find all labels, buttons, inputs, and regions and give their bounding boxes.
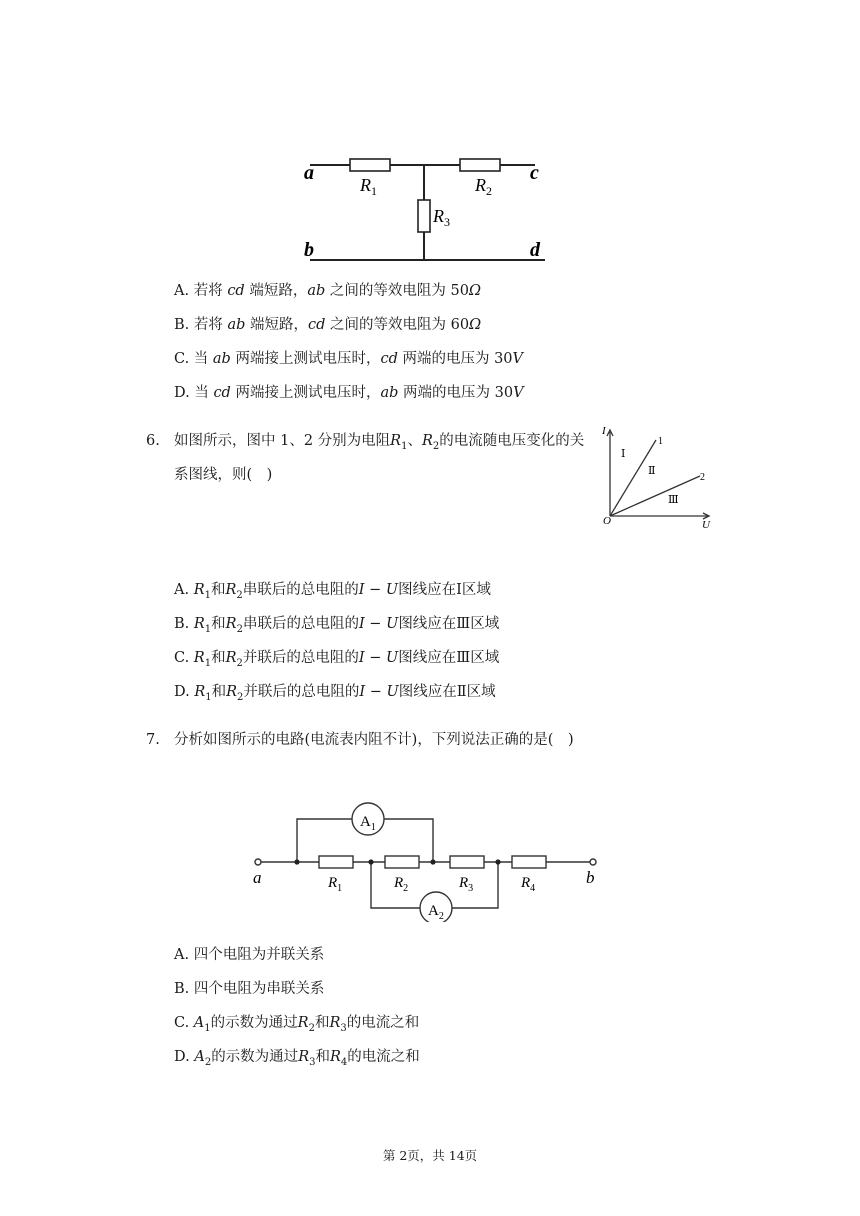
terminal-c: c xyxy=(530,162,539,184)
terminal-a: a xyxy=(304,162,314,184)
resistor-r3-label: $R_3$ xyxy=(433,206,450,229)
q6-option-d[interactable]: D. $R_1$和$R_2$并联后的总电阻的I − U图线应在Ⅱ区域 xyxy=(174,684,496,703)
resistor-r4-label: $R_4$ xyxy=(521,875,536,894)
q5-option-b[interactable]: B. 若将 ab 端短路，cd 之间的等效电阻为 60Ω xyxy=(174,317,482,333)
q7-option-c[interactable]: C. $A_1$的示数为通过$R_2$和$R_3$的电流之和 xyxy=(174,1015,420,1034)
resistor-r3-label: $R_3$ xyxy=(459,875,474,894)
circuit-diagram-q7 xyxy=(248,798,608,922)
resistor-r2-label: $R_2$ xyxy=(475,175,492,198)
question-number-6: 6. xyxy=(146,433,160,449)
q6-stem-line2: 系图线，则( ) xyxy=(174,467,273,483)
terminal-b: b xyxy=(304,239,314,261)
ammeter-a1-label: $A_1$ xyxy=(360,814,376,833)
q6-option-b[interactable]: B. $R_1$和$R_2$串联后的总电阻的I − U图线应在Ⅲ区域 xyxy=(174,616,500,635)
q5-option-c[interactable]: C. 当 ab 两端接上测试电压时，cd 两端的电压为 30V xyxy=(174,351,524,367)
page-footer: 第 2页，共 14页 xyxy=(382,1148,478,1163)
line-1-label: 1 xyxy=(658,436,663,447)
region-3-label: Ⅲ xyxy=(668,494,679,506)
q6-option-c[interactable]: C. $R_1$和$R_2$并联后的总电阻的I − U图线应在Ⅲ区域 xyxy=(174,650,500,669)
q6-option-a[interactable]: A. $R_1$和$R_2$串联后的总电阻的I − U图线应在Ⅰ区域 xyxy=(174,582,491,601)
axis-u-label: U xyxy=(702,519,710,531)
iu-graph xyxy=(598,424,720,532)
region-1-label: Ⅰ xyxy=(621,448,626,460)
resistor-r2-label: $R_2$ xyxy=(394,875,409,894)
q7-option-d[interactable]: D. $A_2$的示数为通过$R_3$和$R_4$的电流之和 xyxy=(174,1049,420,1068)
question-number-7: 7. xyxy=(146,732,160,748)
q7-stem: 分析如图所示的电路(电流表内阻不计)，下列说法正确的是( ) xyxy=(174,732,574,748)
line-2-label: 2 xyxy=(700,472,705,483)
resistor-r1-label: $R_1$ xyxy=(328,875,343,894)
q7-option-b[interactable]: B. 四个电阻为串联关系 xyxy=(174,981,325,997)
axis-i-label: I xyxy=(602,425,606,437)
region-2-label: Ⅱ xyxy=(648,465,656,477)
resistor-r1-label: $R_1$ xyxy=(360,175,377,198)
q6-stem-line1: 如图所示，图中 1、2 分别为电阻$R_1$、$R_2$的电流随电压变化的关 xyxy=(174,433,585,452)
q7-option-a[interactable]: A. 四个电阻为并联关系 xyxy=(174,947,325,963)
terminal-a: a xyxy=(253,868,262,887)
ammeter-a2-label: $A_2$ xyxy=(428,903,444,922)
origin-label: O xyxy=(603,515,611,527)
terminal-d: d xyxy=(530,239,540,261)
circuit-diagram-q5 xyxy=(300,150,560,270)
q5-option-a[interactable]: A. 若将 cd 端短路，ab 之间的等效电阻为 50Ω xyxy=(174,283,481,299)
terminal-b: b xyxy=(586,868,595,887)
q5-option-d[interactable]: D. 当 cd 两端接上测试电压时，ab 两端的电压为 30V xyxy=(174,385,524,401)
